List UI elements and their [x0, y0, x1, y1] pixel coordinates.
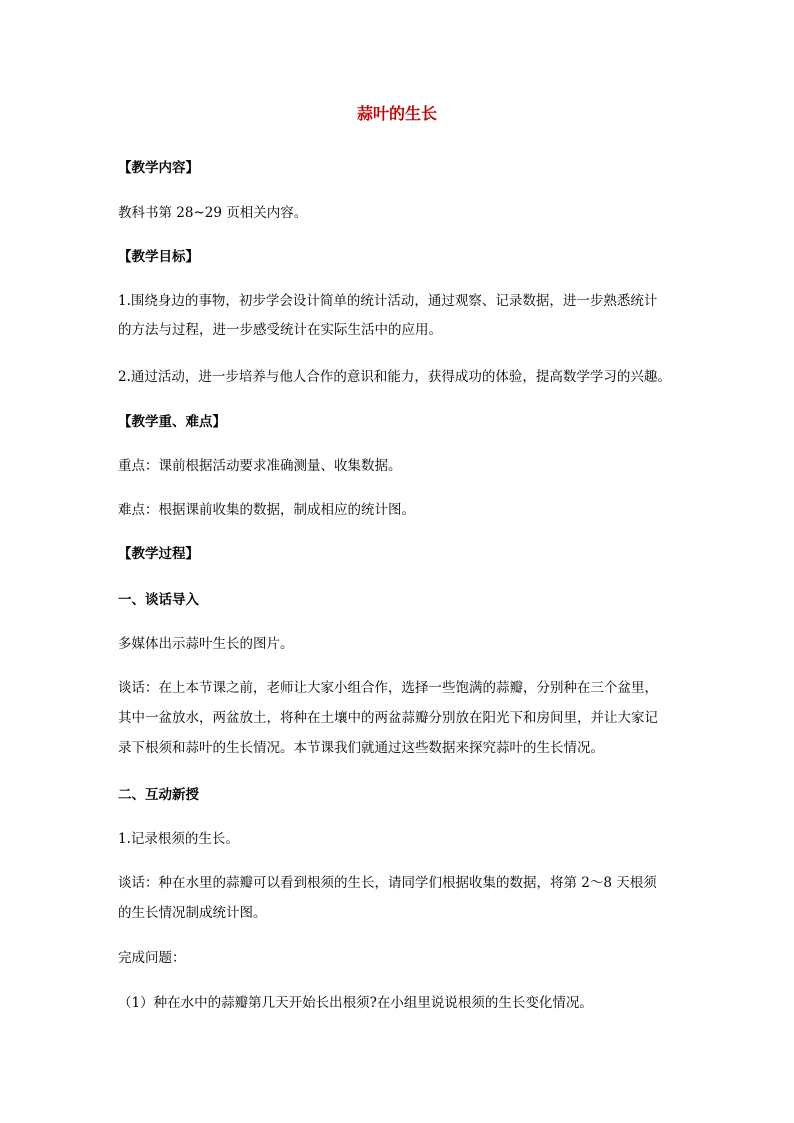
paragraph: 其中一盆放水，两盆放土，将种在土壤中的两盆蒜瓣分别放在阳光下和房间里，并让大家记: [118, 710, 658, 726]
paragraph: 的生长情况制成统计图。: [118, 905, 267, 921]
heading-teaching-process: 【教学过程】: [118, 546, 199, 562]
paragraph: 完成问题：: [118, 950, 186, 966]
paragraph: 多媒体出示蒜叶生长的图片。: [118, 636, 294, 652]
section-heading: 一、谈话导入: [118, 592, 199, 608]
paragraph: 重点：课前根据活动要求准确测量、收集数据。: [118, 458, 402, 474]
paragraph: 谈话：种在水里的蒜瓣可以看到根须的生长，请同学们根据收集的数据，将第 2～8 天根须: [118, 875, 657, 891]
paragraph: 的方法与过程，进一步感受统计在实际生活中的应用。: [118, 322, 442, 338]
section-heading: 二、互动新授: [118, 787, 199, 803]
paragraph: （1）种在水中的蒜瓣第几天开始长出根须?在小组里说说根须的生长变化情况。: [118, 995, 593, 1011]
paragraph: 2.通过活动，进一步培养与他人合作的意识和能力，获得成功的体验，提高数学学习的兴趣。: [118, 369, 671, 385]
paragraph: 谈话：在上本节课之前，老师让大家小组合作，选择一些饱满的蒜瓣，分别种在三个盆里，: [118, 680, 658, 696]
heading-teaching-content: 【教学内容】: [118, 160, 199, 176]
paragraph: 1.围绕身边的事物，初步学会设计简单的统计活动，通过观察、记录数据，进一步熟悉统计: [118, 293, 658, 309]
paragraph: 教科书第 28~29 页相关内容。: [118, 205, 308, 221]
heading-key-points: 【教学重、难点】: [118, 414, 226, 430]
paragraph: 1.记录根须的生长。: [118, 831, 239, 847]
heading-teaching-goals: 【教学目标】: [118, 249, 199, 265]
document-title: 蒜叶的生长: [356, 104, 437, 123]
paragraph: 难点：根据课前收集的数据，制成相应的统计图。: [118, 502, 415, 518]
paragraph: 录下根须和蒜叶的生长情况。本节课我们就通过这些数据来探究蒜叶的生长情况。: [118, 740, 604, 756]
